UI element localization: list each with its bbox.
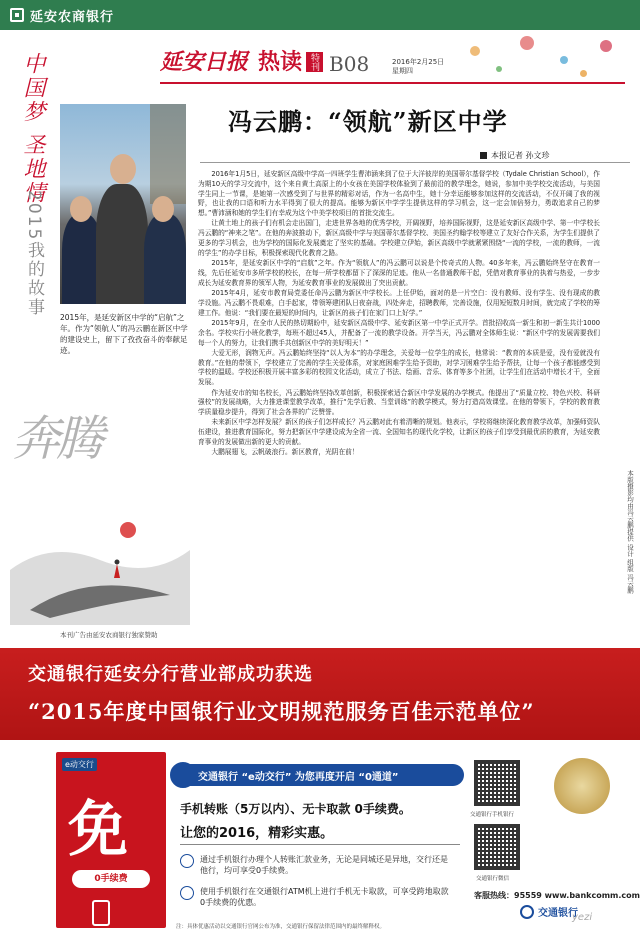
watermark: yezi: [572, 912, 593, 923]
series-title: 2015我的故事: [24, 190, 44, 318]
promo-tag: 0手续费: [72, 870, 150, 888]
bocom-logo-name: 交通银行: [538, 908, 578, 919]
article-paragraph: 未来新区中学怎样发展？新区的孩子们怎样成长？冯云鹏对此有着清晰的规划。他表示，学校将继续深化教育教学改革，加强师资队伍建设，推进教育国际化，努力把新区中学建设成为全省一流、全国知名的现代化学校，让新区的孩子们享受到最优质的教育，为延安教育事业的发展做出新的更大的贡献。: [198, 418, 600, 447]
phone-icon: [92, 900, 110, 926]
red-ad-line2: “2015年度中国银行业文明规范服务百佳示范单位”: [28, 699, 535, 724]
ink-figure-head: [115, 560, 120, 565]
top-banner: [0, 0, 640, 30]
issue-weekday: 星期四: [392, 67, 413, 75]
bank-logo-icon: [10, 8, 24, 22]
calligraphy-big: 奔腾: [12, 411, 101, 467]
article-body: [198, 170, 600, 658]
article-photo: [60, 104, 186, 304]
photo-head-right: [152, 196, 174, 222]
masthead-rule: [160, 82, 625, 84]
ink-sun: [120, 522, 136, 538]
photo-person-right: [144, 214, 186, 304]
lower-ad: [0, 744, 640, 938]
article-paragraph: 2016年1月5日，延安新区高级中学高一四班学生曹沛涵来到了位于大洋彼岸的美国蒂尔基督学校（Tydale Christian School），作为期10天的学习交流中，这个来自黄土高原上的小女孩在美国学校体验到了最前沿的教学理念，她说，参加中美学校交流活动，与美国学生同上一节课，是她第一次感受到了与世界的精彩对话，作为一名高中生，她十分幸运能够参加这样的交流活动，不仅开阔了我的视野，也让我的口语和听力水平得到了很大的提高。能够为新区中学学生提供这样的学习机会，这一定会加倍努力，勇敢追求自己的梦想。”曹沛涵和她的学生们有幸成为这个中美学校项目的首批交流生。: [198, 170, 600, 218]
byline-text: 本报记者 孙文珍: [491, 151, 550, 160]
qr-code-icon: [474, 760, 520, 806]
article-paragraph: 2015年4月，延安市教育局党委任命冯云鹏为新区中学校长。上任伊始，面对的是一片空白：没有教师、没有学生、没有现成的教学设施。冯云鹏不畏艰难，白手起家，带领筹建团队日夜奋战，四处奔走，招聘教师，完善设施，仅用短短数月时间，就完成了学校的筹建工作。他说：“我们要在最短的时间内，让新区的孩子们在家门口上好学。”: [198, 289, 600, 317]
article-paragraph: 大爱无形，润物无声。冯云鹏始终坚持“以人为本”的办学理念，关爱每一位学生的成长，他常说：“教育的本质是爱，没有爱就没有教育。”在他的带领下，学校建立了完善的学生关爱体系，对家庭困难学生给予资助，对学习困难学生给予帮扶，让每一个孩子都能感受到学校的温暖。学校还积极开展丰富多彩的校园文化活动，成立了书法、绘画、音乐、体育等多个社团，让学生们在活动中增长才干，全面发展。: [198, 348, 600, 387]
photo-head-center: [110, 154, 136, 184]
decor-dot: [496, 66, 502, 72]
promo-bullet: [180, 886, 450, 908]
byline: [480, 150, 550, 161]
promo-bullet-text: 使用手机银行在交通银行ATM机上进行手机无卡取款，可享受跨地取款0手续费的优惠。: [200, 887, 449, 907]
decor-dot: [580, 70, 587, 77]
headline: 冯云鹏：“领航”新区中学: [228, 107, 508, 136]
photo-tree: [150, 104, 186, 204]
byline-square-icon: [480, 152, 487, 159]
promo-red-panel: [56, 752, 166, 928]
photo-caption: 2015年，是延安新区中学的“启航”之年。作为“领航人”的冯云鹏在新区中学的建设史上，留下了孜孜奋斗的奉献足迹。: [60, 313, 188, 355]
red-ad-line1: 交通银行延安分行营业部成功获选: [28, 664, 313, 685]
issue-info: [392, 58, 444, 76]
qr-code-icon: [474, 824, 520, 870]
photo-person-center: [96, 184, 148, 304]
decor-dot: [600, 40, 612, 52]
paper-name: 延安日报: [160, 49, 249, 75]
bocom-logo: [520, 904, 578, 919]
ad-caption: 本刊广告由延安农商银行独家赞助: [60, 631, 158, 639]
promo-blue-bar: 交通银行 “e动交行” 为您再度开启 “0通道”: [176, 764, 464, 786]
ink-wash-painting: [10, 500, 190, 625]
promo-label: e动交行: [62, 758, 97, 771]
promo-bullet-text: 通过手机银行办理个人转账汇款业务，无论是同城还是异地，交行还是他行，均可享受0手续费。: [200, 855, 448, 875]
promo-char: 免: [68, 795, 128, 865]
issue-date: 2016年2月25日: [392, 58, 445, 66]
side-note: 本版摄影均由冯云鹏提供 设计 组版 冯云鹏: [626, 470, 634, 594]
page-number: B08: [329, 52, 370, 76]
promo-bullet: [180, 854, 450, 876]
promo-divider: [180, 844, 460, 845]
article-paragraph: 作为延安市的知名校长，冯云鹏始终坚持改革创新，积极探索适合新区中学发展的办学模式。他提出了“质量立校、特色兴校、科研强校”的发展战略，大力推进课堂教学改革，推行“先学后教、当堂训练”的教学模式，努力打造高效课堂。在他的带领下，学校的教育教学质量稳步提升，得到了社会各界的广泛赞誉。: [198, 388, 600, 417]
byline-rule: [200, 162, 630, 163]
article-paragraph: 让黄土地上的孩子们有机会走出国门，走进世界各地的优秀学校，开阔视野，培养国际视野，这是延安新区高级中学、第一中学校长冯云鹏的“神来之笔”。在他的奔波推动下，新区高级中学与美国蒂尔基督学校、美国圣约翰学校等建立了友好合作关系，为学生们提供了更多的学习机会，也为学校的国际化发展奠定了坚实的基础。学校建立伊始，新区高级中学就紧紧围绕“一流的学校，一流的教师，一流的学生”的办学目标，积极探索现代化教育之路。: [198, 219, 600, 257]
atm-icon: [180, 886, 194, 900]
hotline: 客服热线：95559 www.bankcomm.com: [474, 891, 640, 900]
article-paragraph: 2015年9月，在全市人民的热切期盼中，延安新区高级中学、延安新区第一中学正式开学。首批招收高一新生和初一新生共计1000余名。学校实行小班化教学，每班不超过45人，并配备了一流的教学设备。开学当天，冯云鹏对全体师生说：“新区中学的发展需要我们每一个人的努力，让我们携手共创新区中学的美好明天！”: [198, 318, 600, 347]
qr-label: 交通银行微信: [476, 876, 510, 882]
fine-print: 注：具体优惠活动以交通银行官网公布为准，交通银行保留法律范围内的最终解释权。: [176, 924, 386, 930]
qr-label: 交通银行手机银行: [470, 812, 515, 818]
decor-dot: [560, 56, 568, 64]
bank-name: 延安农商银行: [30, 9, 115, 25]
promo-slogan: 让您的2016，精彩实惠。: [180, 826, 334, 841]
column-name: 热读: [258, 50, 303, 75]
bocom-logo-icon: [520, 905, 534, 919]
award-medal-icon: [554, 758, 610, 814]
article-paragraph: 大鹏展翅飞，云帆破浪行。新区教育，光阴在前！: [211, 448, 359, 457]
photo-head-left: [70, 196, 92, 222]
decor-dot: [470, 46, 480, 56]
transfer-text: 手机转账（5万以内）、无卡取款 0手续费。: [180, 802, 411, 816]
decor-dot: [520, 36, 534, 50]
special-tag: 特刊: [306, 52, 323, 72]
red-ad-banner: [0, 648, 640, 740]
sidebar-calligraphy: 中国梦 圣地情: [20, 52, 45, 205]
article-paragraph: 2015年，是延安新区中学的“启航”之年。作为“领航人”的冯云鹏可以说是个传奇式的人物。40多年来，冯云鹏始终坚守在教育一线，先后任延安市多所学校的校长，在每一所学校都留下了深深的足迹。他从一名普通教师干起，凭借对教育事业的执着与热爱，一步步成长为延安教育界的领军人物，为延安教育事业的发展做出了突出贡献。: [198, 259, 600, 287]
transfer-icon: [180, 854, 194, 868]
